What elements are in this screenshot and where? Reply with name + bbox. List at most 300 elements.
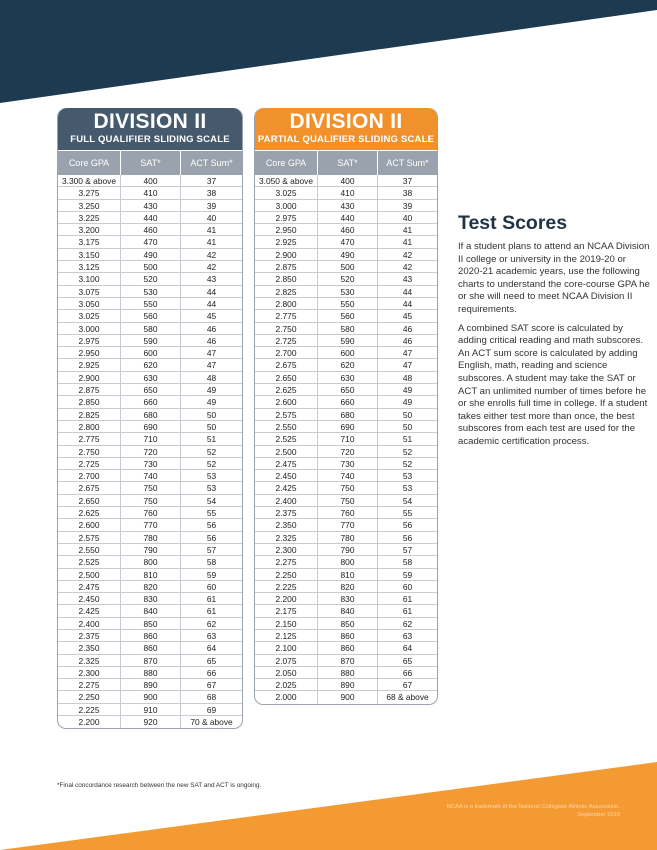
trademark-notice — [447, 803, 620, 819]
core-gpa-cell: 3.275 — [78, 188, 100, 199]
core-gpa-cell: 2.550 — [275, 421, 297, 432]
core-gpa-cell: 2.525 — [275, 434, 297, 445]
core-gpa-cell: 3.125 — [78, 262, 100, 273]
act-sum-cell: 67 — [377, 679, 437, 690]
act-sum-cell: 62 — [180, 618, 242, 629]
table-row — [58, 679, 242, 691]
table-row — [58, 396, 242, 408]
table-row — [255, 655, 437, 667]
table-row — [58, 335, 242, 347]
sat-cell: 890 — [120, 679, 180, 690]
act-sum-cell: 52 — [377, 446, 437, 457]
full-qualifier-subtitle: FULL QUALIFIER SLIDING SCALE — [70, 134, 230, 145]
act-sum-cell: 57 — [377, 544, 437, 555]
table-row — [58, 421, 242, 433]
sat-cell: 760 — [317, 507, 377, 518]
sat-cell: 920 — [120, 716, 180, 728]
act-sum-cell: 37 — [377, 175, 437, 186]
act-sum-cell: 61 — [377, 593, 437, 604]
table-row — [58, 655, 242, 667]
sat-cell: 890 — [317, 679, 377, 690]
core-gpa-cell: 3.225 — [78, 212, 100, 223]
sat-cell: 490 — [120, 249, 180, 260]
bottom-orange-band — [0, 740, 657, 850]
sat-cell: 430 — [120, 200, 180, 211]
act-sum-cell: 59 — [180, 569, 242, 580]
core-gpa-cell: 3.000 — [275, 200, 297, 211]
table-row — [58, 716, 242, 728]
partial-qualifier-subtitle: PARTIAL QUALIFIER SLIDING SCALE — [257, 134, 435, 145]
table-row — [255, 359, 437, 371]
core-gpa-cell: 2.300 — [275, 544, 297, 555]
act-sum-cell: 42 — [377, 249, 437, 260]
act-sum-cell: 55 — [377, 507, 437, 518]
sat-cell: 820 — [120, 581, 180, 592]
sat-cell: 870 — [317, 655, 377, 666]
core-gpa-cell: 3.300 & above — [61, 176, 117, 186]
act-sum-cell: 42 — [180, 261, 242, 272]
table-row — [255, 630, 437, 642]
sat-cell: 710 — [317, 433, 377, 444]
table-row — [58, 507, 242, 519]
full-qualifier-rows — [58, 175, 242, 728]
core-gpa-cell: 2.950 — [78, 348, 100, 359]
table-row — [58, 470, 242, 482]
sat-cell: 880 — [120, 667, 180, 678]
core-gpa-cell: 2.225 — [275, 581, 297, 592]
core-gpa-cell: 2.250 — [78, 692, 100, 703]
core-gpa-cell: 2.975 — [78, 335, 100, 346]
act-sum-cell: 60 — [377, 581, 437, 592]
full-qualifier-column-headers — [58, 150, 242, 175]
act-sum-cell: 44 — [180, 298, 242, 309]
act-sum-cell: 45 — [377, 310, 437, 321]
table-row — [58, 618, 242, 630]
sat-cell: 800 — [317, 556, 377, 567]
act-sum-cell: 50 — [377, 409, 437, 420]
core-gpa-cell: 2.600 — [275, 397, 297, 408]
table-row — [58, 261, 242, 273]
core-gpa-cell: 2.525 — [78, 557, 100, 568]
act-sum-cell: 51 — [377, 433, 437, 444]
table-row — [58, 556, 242, 568]
sat-cell: 750 — [317, 482, 377, 493]
act-sum-cell: 59 — [377, 569, 437, 580]
sat-cell: 870 — [120, 655, 180, 666]
act-sum-cell: 41 — [377, 236, 437, 247]
core-gpa-cell: 2.100 — [275, 643, 297, 654]
sat-cell: 740 — [120, 470, 180, 481]
core-gpa-cell: 2.875 — [78, 385, 100, 396]
sat-cell: 530 — [317, 286, 377, 297]
table-row — [255, 446, 437, 458]
act-sum-cell: 49 — [377, 384, 437, 395]
table-row — [255, 618, 437, 630]
core-gpa-cell: 2.300 — [78, 667, 100, 678]
table-row — [58, 446, 242, 458]
table-row — [255, 667, 437, 679]
act-sum-cell: 60 — [180, 581, 242, 592]
table-row — [255, 458, 437, 470]
sat-cell: 520 — [317, 273, 377, 284]
core-gpa-cell: 2.400 — [78, 618, 100, 629]
table-row — [58, 409, 242, 421]
core-gpa-cell: 3.050 & above — [258, 176, 314, 186]
table-row — [255, 372, 437, 384]
sat-cell: 730 — [317, 458, 377, 469]
sat-cell: 460 — [120, 224, 180, 235]
act-sum-cell: 37 — [180, 175, 242, 186]
core-gpa-cell: 2.625 — [78, 508, 100, 519]
act-sum-cell: 57 — [180, 544, 242, 555]
core-gpa-cell: 2.775 — [78, 434, 100, 445]
act-sum-cell: 56 — [180, 519, 242, 530]
core-gpa-cell: 2.650 — [275, 372, 297, 383]
act-sum-cell: 54 — [180, 495, 242, 506]
sat-cell: 730 — [120, 458, 180, 469]
sat-cell: 660 — [120, 396, 180, 407]
core-gpa-cell: 2.750 — [78, 446, 100, 457]
core-gpa-cell: 2.900 — [275, 249, 297, 260]
act-sum-cell: 50 — [180, 421, 242, 432]
sat-cell: 820 — [317, 581, 377, 592]
act-sum-cell: 68 & above — [377, 691, 437, 703]
sat-cell: 860 — [317, 630, 377, 641]
table-row — [255, 433, 437, 445]
table-row — [255, 396, 437, 408]
table-row — [255, 286, 437, 298]
act-sum-cell: 68 — [180, 691, 242, 702]
table-row — [58, 569, 242, 581]
test-scores-detail-paragraph: A combined SAT score is calculated by adding critical reading and math subscores. An ACT sum score is calculated by adding English, math, reading and science subscores. A student may take the SAT or ACT an unlimited number of times before he or she enrolls full time in college. If a student takes either test more than once, the best subscores from each test are used for the academic certification process. — [458, 322, 648, 447]
partial-qualifier-table — [254, 108, 438, 705]
sat-cell: 520 — [120, 273, 180, 284]
sat-cell: 840 — [120, 605, 180, 616]
table-row — [255, 187, 437, 199]
core-gpa-cell: 2.725 — [275, 335, 297, 346]
sat-cell: 500 — [120, 261, 180, 272]
table-row — [58, 323, 242, 335]
act-sum-cell: 65 — [180, 655, 242, 666]
sat-cell: 750 — [120, 482, 180, 493]
act-sum-cell: 56 — [377, 519, 437, 530]
act-sum-cell: 69 — [180, 704, 242, 715]
column-header-act: ACT Sum* — [377, 151, 437, 175]
act-sum-cell: 44 — [377, 298, 437, 309]
sat-cell: 850 — [317, 618, 377, 629]
sat-cell: 500 — [317, 261, 377, 272]
core-gpa-cell: 2.250 — [275, 569, 297, 580]
core-gpa-cell: 2.350 — [78, 643, 100, 654]
table-row — [255, 347, 437, 359]
core-gpa-cell: 2.050 — [275, 667, 297, 678]
table-row — [58, 372, 242, 384]
sat-cell: 780 — [317, 532, 377, 543]
act-sum-cell: 49 — [180, 396, 242, 407]
table-row — [255, 298, 437, 310]
core-gpa-cell: 2.850 — [78, 397, 100, 408]
core-gpa-cell: 2.775 — [275, 311, 297, 322]
sat-cell: 750 — [120, 495, 180, 506]
sat-cell: 490 — [317, 249, 377, 260]
test-scores-section — [458, 212, 653, 455]
core-gpa-cell: 2.750 — [275, 323, 297, 334]
partial-qualifier-title: DIVISION II — [289, 110, 403, 133]
core-gpa-cell: 2.625 — [275, 385, 297, 396]
table-row — [58, 359, 242, 371]
act-sum-cell: 66 — [377, 667, 437, 678]
sat-cell: 650 — [120, 384, 180, 395]
sat-cell: 860 — [120, 630, 180, 641]
core-gpa-cell: 2.375 — [275, 508, 297, 519]
act-sum-cell: 40 — [377, 212, 437, 223]
act-sum-cell: 39 — [180, 200, 242, 211]
sat-cell: 620 — [317, 359, 377, 370]
column-header-core-gpa: Core GPA — [68, 158, 110, 168]
table-row — [58, 581, 242, 593]
core-gpa-cell: 2.800 — [275, 298, 297, 309]
act-sum-cell: 47 — [377, 359, 437, 370]
act-sum-cell: 38 — [377, 187, 437, 198]
act-sum-cell: 63 — [180, 630, 242, 641]
core-gpa-cell: 2.425 — [275, 483, 297, 494]
act-sum-cell: 44 — [377, 286, 437, 297]
sat-cell: 460 — [317, 224, 377, 235]
sat-cell: 770 — [317, 519, 377, 530]
table-row — [255, 605, 437, 617]
sat-cell: 650 — [317, 384, 377, 395]
table-row — [255, 310, 437, 322]
core-gpa-cell: 2.325 — [78, 655, 100, 666]
table-row — [255, 495, 437, 507]
table-row — [58, 310, 242, 322]
act-sum-cell: 47 — [180, 359, 242, 370]
core-gpa-cell: 2.575 — [78, 532, 100, 543]
sat-cell: 680 — [120, 409, 180, 420]
act-sum-cell: 58 — [180, 556, 242, 567]
act-sum-cell: 62 — [377, 618, 437, 629]
act-sum-cell: 52 — [180, 458, 242, 469]
act-sum-cell: 51 — [180, 433, 242, 444]
table-row — [58, 200, 242, 212]
act-sum-cell: 46 — [377, 323, 437, 334]
core-gpa-cell: 3.175 — [78, 237, 100, 248]
act-sum-cell: 38 — [180, 187, 242, 198]
act-sum-cell: 56 — [180, 532, 242, 543]
core-gpa-cell: 3.025 — [78, 311, 100, 322]
test-scores-intro-paragraph: If a student plans to attend an NCAA Division II college or university in the 2019-20 or 2020-21 academic years, use the following charts to understand the core-course GPA he or she will need to meet NCAA Division II requirements. — [458, 241, 650, 315]
core-gpa-cell: 3.025 — [275, 188, 297, 199]
act-sum-cell: 66 — [180, 667, 242, 678]
publication-date: September 2019 — [577, 812, 620, 818]
act-sum-cell: 65 — [377, 655, 437, 666]
column-header-sat: SAT* — [120, 151, 180, 175]
core-gpa-cell: 3.150 — [78, 249, 100, 260]
table-row — [255, 556, 437, 568]
act-sum-cell: 58 — [377, 556, 437, 567]
sat-cell: 600 — [317, 347, 377, 358]
act-sum-cell: 53 — [180, 482, 242, 493]
sat-cell: 790 — [317, 544, 377, 555]
table-row — [255, 482, 437, 494]
act-sum-cell: 41 — [180, 224, 242, 235]
table-row — [255, 409, 437, 421]
table-row — [255, 335, 437, 347]
full-qualifier-table — [57, 108, 243, 729]
act-sum-cell: 41 — [180, 236, 242, 247]
sat-cell: 580 — [120, 323, 180, 334]
core-gpa-cell: 2.675 — [275, 360, 297, 371]
full-qualifier-header — [58, 108, 242, 150]
act-sum-cell: 42 — [180, 249, 242, 260]
table-row — [58, 212, 242, 224]
table-row — [58, 236, 242, 248]
table-row — [58, 532, 242, 544]
table-row — [58, 704, 242, 716]
core-gpa-cell: 2.475 — [78, 581, 100, 592]
sat-cell: 580 — [317, 323, 377, 334]
core-gpa-cell: 2.025 — [275, 680, 297, 691]
sat-cell: 680 — [317, 409, 377, 420]
act-sum-cell: 67 — [180, 679, 242, 690]
table-row — [255, 384, 437, 396]
core-gpa-cell: 2.900 — [78, 372, 100, 383]
core-gpa-cell: 2.450 — [275, 471, 297, 482]
core-gpa-cell: 2.200 — [275, 594, 297, 605]
table-row — [58, 667, 242, 679]
table-row — [255, 421, 437, 433]
core-gpa-cell: 2.700 — [78, 471, 100, 482]
sat-cell: 830 — [120, 593, 180, 604]
core-gpa-cell: 3.100 — [78, 274, 100, 285]
core-gpa-cell: 2.350 — [275, 520, 297, 531]
partial-qualifier-column-headers — [255, 150, 437, 175]
full-qualifier-title: DIVISION II — [93, 110, 207, 133]
sat-cell: 800 — [120, 556, 180, 567]
act-sum-cell: 41 — [377, 224, 437, 235]
core-gpa-cell: 2.675 — [78, 483, 100, 494]
sat-cell: 430 — [317, 200, 377, 211]
act-sum-cell: 39 — [377, 200, 437, 211]
act-sum-cell: 47 — [377, 347, 437, 358]
core-gpa-cell: 2.450 — [78, 594, 100, 605]
sat-cell: 720 — [317, 446, 377, 457]
core-gpa-cell: 2.975 — [275, 212, 297, 223]
table-row — [58, 175, 242, 187]
core-gpa-cell: 2.000 — [275, 692, 297, 703]
table-row — [58, 286, 242, 298]
table-row — [58, 495, 242, 507]
act-sum-cell: 46 — [377, 335, 437, 346]
sat-cell: 590 — [120, 335, 180, 346]
core-gpa-cell: 2.125 — [275, 630, 297, 641]
core-gpa-cell: 3.075 — [78, 286, 100, 297]
sat-cell: 710 — [120, 433, 180, 444]
sat-cell: 470 — [317, 236, 377, 247]
sat-cell: 690 — [120, 421, 180, 432]
act-sum-cell: 48 — [180, 372, 242, 383]
core-gpa-cell: 2.275 — [78, 680, 100, 691]
act-sum-cell: 52 — [180, 446, 242, 457]
sat-cell: 660 — [317, 396, 377, 407]
sat-cell: 850 — [120, 618, 180, 629]
sat-cell: 560 — [317, 310, 377, 321]
sat-cell: 410 — [317, 187, 377, 198]
table-row — [58, 519, 242, 531]
core-gpa-cell: 2.075 — [275, 655, 297, 666]
core-gpa-cell: 3.050 — [78, 298, 100, 309]
act-sum-cell: 49 — [377, 396, 437, 407]
column-header-sat: SAT* — [317, 151, 377, 175]
sat-cell: 630 — [317, 372, 377, 383]
core-gpa-cell: 2.325 — [275, 532, 297, 543]
act-sum-cell: 56 — [377, 532, 437, 543]
act-sum-cell: 53 — [180, 470, 242, 481]
table-row — [58, 347, 242, 359]
partial-qualifier-header — [255, 108, 437, 150]
table-row — [255, 593, 437, 605]
core-gpa-cell: 2.500 — [78, 569, 100, 580]
core-gpa-cell: 2.400 — [275, 495, 297, 506]
sat-cell: 720 — [120, 446, 180, 457]
sat-cell: 550 — [120, 298, 180, 309]
sat-cell: 810 — [317, 569, 377, 580]
act-sum-cell: 50 — [377, 421, 437, 432]
sat-cell: 880 — [317, 667, 377, 678]
sat-cell: 630 — [120, 372, 180, 383]
top-navy-band — [0, 0, 657, 110]
table-row — [255, 236, 437, 248]
core-gpa-cell: 2.650 — [78, 495, 100, 506]
table-row — [255, 507, 437, 519]
table-row — [58, 593, 242, 605]
core-gpa-cell: 2.850 — [275, 274, 297, 285]
sat-cell: 410 — [120, 187, 180, 198]
sat-cell: 690 — [317, 421, 377, 432]
sat-cell: 740 — [317, 470, 377, 481]
core-gpa-cell: 2.475 — [275, 458, 297, 469]
sat-cell: 780 — [120, 532, 180, 543]
table-row — [255, 544, 437, 556]
table-row — [58, 482, 242, 494]
sat-cell: 750 — [317, 495, 377, 506]
core-gpa-cell: 2.500 — [275, 446, 297, 457]
test-scores-heading: Test Scores — [458, 212, 568, 234]
core-gpa-cell: 2.575 — [275, 409, 297, 420]
sat-cell: 590 — [317, 335, 377, 346]
sat-cell: 400 — [317, 175, 377, 186]
act-sum-cell: 61 — [180, 605, 242, 616]
act-sum-cell: 46 — [180, 323, 242, 334]
table-row — [58, 298, 242, 310]
table-row — [58, 605, 242, 617]
core-gpa-cell: 2.375 — [78, 630, 100, 641]
core-gpa-cell: 2.925 — [275, 237, 297, 248]
trademark-text: NCAA is a trademark of the National Collegiate Athletic Association. — [446, 804, 620, 810]
sat-cell: 900 — [120, 691, 180, 702]
footnote: *Final concordance research between the new SAT and ACT is ongoing. — [57, 782, 262, 789]
column-header-core-gpa: Core GPA — [265, 158, 307, 168]
act-sum-cell: 48 — [377, 372, 437, 383]
act-sum-cell: 54 — [377, 495, 437, 506]
act-sum-cell: 42 — [377, 261, 437, 272]
core-gpa-cell: 2.875 — [275, 262, 297, 273]
sat-cell: 440 — [317, 212, 377, 223]
table-row — [255, 273, 437, 285]
table-row — [58, 691, 242, 703]
table-row — [58, 433, 242, 445]
partial-qualifier-rows — [255, 175, 437, 704]
